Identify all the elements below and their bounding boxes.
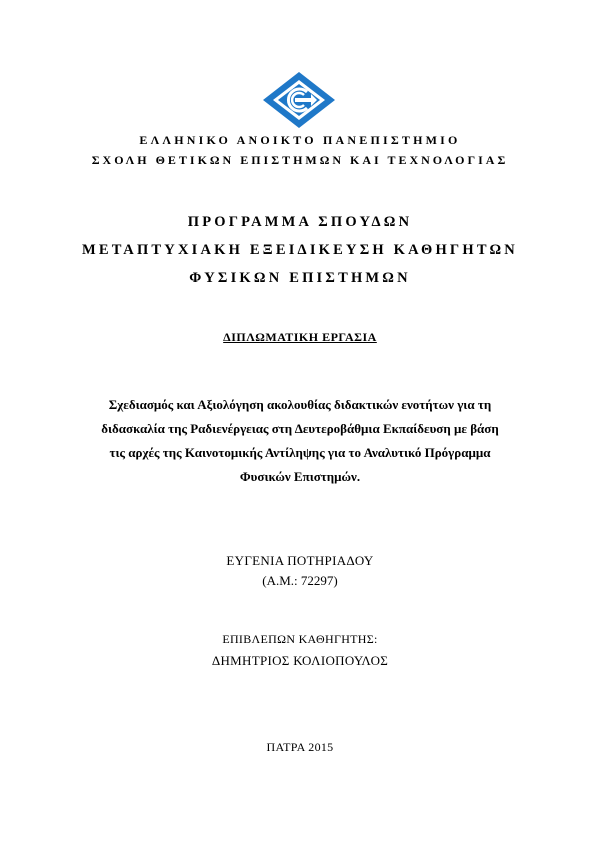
author-name: ΕΥΓΕΝΙΑ ΠΟΤΗΡΙΑΔΟΥ xyxy=(226,553,374,568)
program-line-2: ΜΕΤΑΠΤΥΧΙΑΚΗ ΕΞΕΙΔΙΚΕΥΣΗ ΚΑΘΗΓΗΤΩΝ xyxy=(82,242,518,258)
document-type-heading: ΔΙΠΛΩΜΑΤΙΚΗ ΕΡΓΑΣΙΑ xyxy=(223,330,377,344)
program-line-1: ΠΡΟΓΡΑΜΜΑ ΣΠΟΥΔΩΝ xyxy=(187,214,413,230)
author-student-id: (Α.Μ.: 72297) xyxy=(262,573,338,588)
place-date: ΠΑΤΡΑ 2015 xyxy=(266,740,334,754)
program-line-3: ΦΥΣΙΚΩΝ ΕΠΙΣΤΗΜΩΝ xyxy=(189,270,411,286)
supervisor-label: ΕΠΙΒΛΕΠΩΝ ΚΑΘΗΓΗΤΗΣ: xyxy=(222,632,378,646)
school-name: ΣΧΟΛΗ ΘΕΤΙΚΩΝ ΕΠΙΣΤΗΜΩΝ ΚΑΙ ΤΕΧΝΟΛΟΓΙΑΣ xyxy=(91,153,509,167)
supervisor-name: ΔΗΜΗΤΡΙΟΣ ΚΟΛΙΟΠΟΥΛΟΣ xyxy=(211,653,389,668)
university-logo-icon xyxy=(261,70,337,130)
university-name: ΕΛΛΗΝΙΚΟ ΑΝΟΙΚΤΟ ΠΑΝΕΠΙΣΤΗΜΙΟ xyxy=(139,133,461,147)
thesis-title: Σχεδιασμός και Αξιολόγηση ακολουθίας διδακτικών ενοτήτων για τη διδασκαλία της Ραδιενέργειας στη Δευτεροβάθμια Εκπαίδευση με βάση τις αρχές της Καινοτομικής Αντίληψης για το Αναλυτικό Πρόγραμμα Φυσικών Επιστημών. xyxy=(101,397,499,484)
